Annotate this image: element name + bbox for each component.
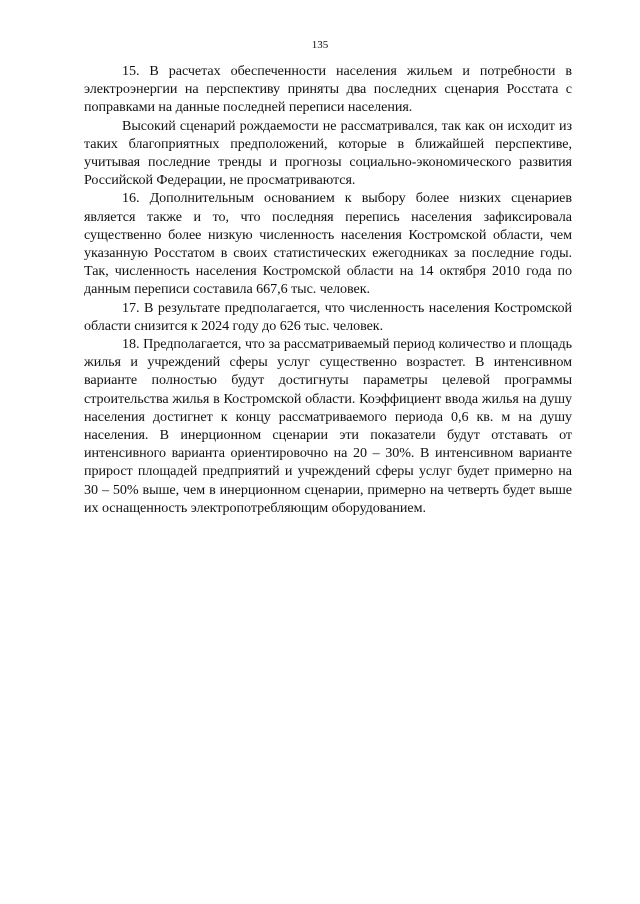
paragraph-18: 18. Предполагается, что за рассматриваемый период количество и площадь жилья и учреждений сферы услуг существенно возрастет. В интенсивном варианте полностью будут достигнуты параметры целевой программы строительства жилья в Костромской области. Коэффициент ввода жилья на душу населения достигнет к концу рассматриваемого периода 0,6 кв. м на душу населения. В инерционном сценарии эти показатели будут отставать от интенсивного варианта ориентировочно на 20 – 30%. В интенсивном варианте прирост площадей предприятий и учреждений сферы услуг будет примерно на 30 – 50% выше, чем в инерционном сценарии, примерно на четверть будет выше их оснащенность электропотребляющим оборудованием. bbox=[84, 336, 572, 516]
paragraph-15: 15. В расчетах обеспеченности населения жильем и потребности в электроэнергии на перспективу приняты два последних сценария Росстата с поправками на данные последней переписи населения. bbox=[84, 63, 572, 116]
paragraph-17: 17. В результате предполагается, что численность населения Костромской области снизится к 2024 году до 626 тыс. человек. bbox=[84, 299, 572, 334]
page-number: 135 bbox=[311, 39, 329, 51]
paragraph-high-fertility: Высокий сценарий рождаемости не рассматривался, так как он исходит из таких благоприятных предположений, которые в ближайшей перспективе, учитывая последние тренды и прогнозы социально-экономического развития Российской Федерации, не просматриваются. bbox=[84, 117, 572, 189]
document-body bbox=[84, 62, 572, 517]
paragraph-16: 16. Дополнительным основанием к выбору более низких сценариев является также и то, что последняя перепись населения зафиксировала существенно более низкую численность населения Костромской области, чем указанную Росстатом в своих статистических ежегодниках за последние годы. Так, численность населения Костромской области на 14 октября 2010 года по данным переписи составила 667,6 тыс. человек. bbox=[84, 190, 572, 298]
